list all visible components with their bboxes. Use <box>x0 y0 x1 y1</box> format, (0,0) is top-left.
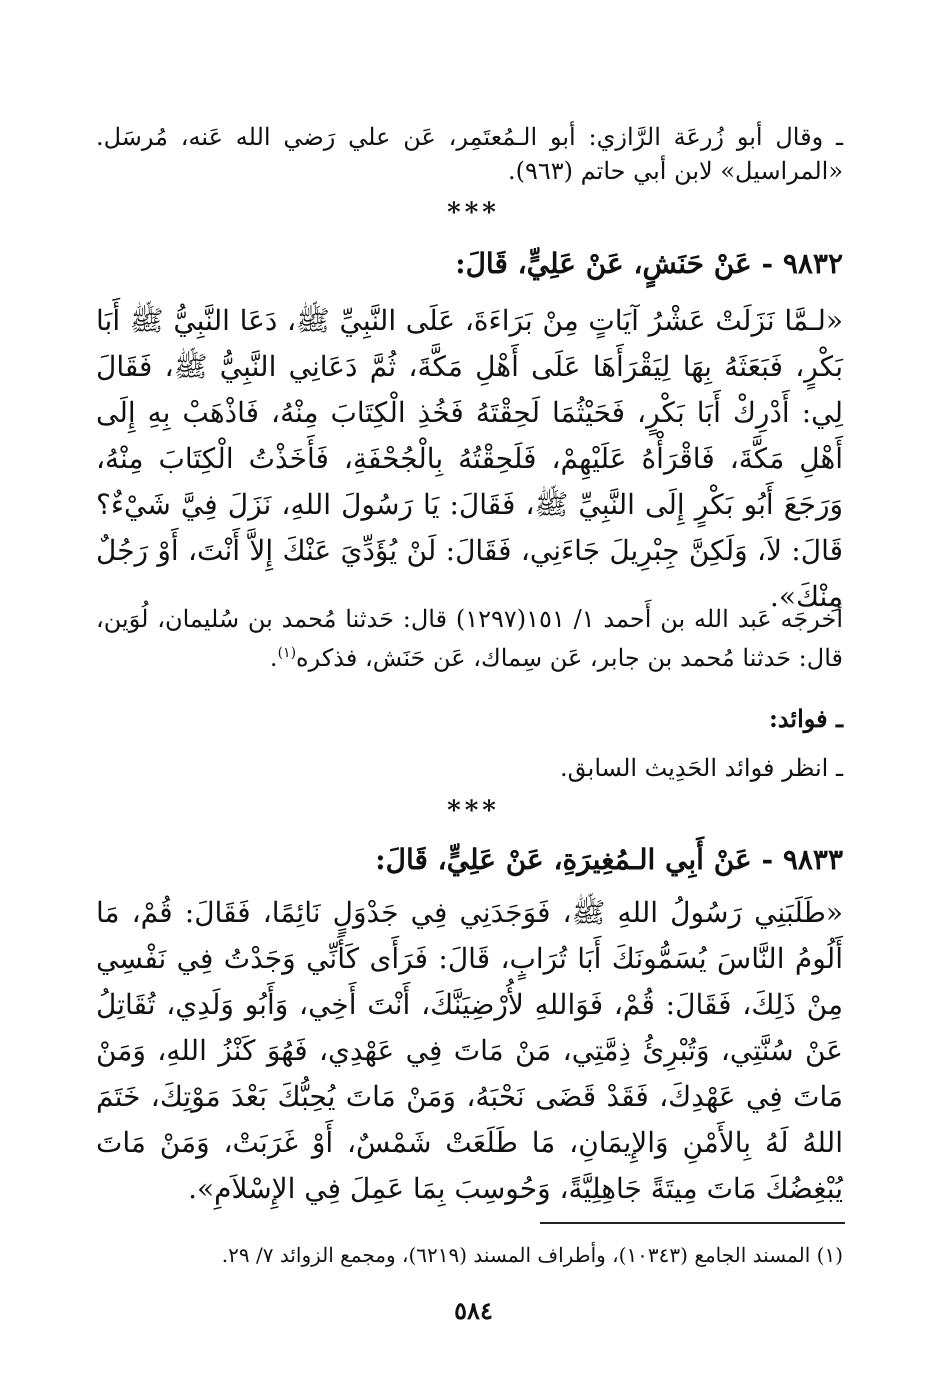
hadith-heading: ٩٨٣٢ - عَنْ حَنَشٍ، عَنْ عَلِيٍّ، قَالَ: <box>455 247 843 280</box>
page-number: ٥٨٤ <box>454 1296 493 1325</box>
separator-stars: *** <box>447 198 500 228</box>
hadith-text: «لـمَّا نَزَلَتْ عَشْرُ آيَاتٍ مِنْ بَرَاءَةَ، عَلَى النَّبِيِّ ﷺ، دَعَا النَّبِيُّ ﷺ أَبَا بَكْرٍ، فَبَعَثَهُ بِهَا لِيَقْرَأَهَا عَلَى أَهْلِ مَكَّةَ، ثُمَّ دَعَانِي النَّبِيُّ ﷺ، فَقَالَ لِي: أَدْرِكْ أَبَا بَكْرٍ، فَحَيْثُمَا لَحِقْتَهُ فَخُذِ الْكِتَابَ مِنْهُ، فَاذْهَبْ بِهِ إِلَى أَهْلِ مَكَّةَ، فَاقْرَأْهُ عَلَيْهِمْ، فَلَحِقْتُهُ بِالْجُحْفَةِ، فَأَخَذْتُ الْكِتَابَ مِنْهُ، وَرَجَعَ أَبُو بَكْرٍ إِلَى النَّبِيِّ ﷺ، فَقَالَ: يَا رَسُولَ اللهِ، نَزَلَ فِيَّ شَيْءٌ؟ قَالَ: لاَ، وَلَكِنَّ جِبْرِيلَ جَاءَنِي، فَقَالَ: لَنْ يُؤَدِّيَ عَنْكَ إِلاَّ أَنْتَ، أَوْ رَجُلٌ مِنْكَ». <box>96 304 843 613</box>
hadith-text: «طَلَبَنِي رَسُولُ اللهِ ﷺ، فَوَجَدَنِي فِي جَدْوَلٍ نَائِمًا، فَقَالَ: قُمْ، مَا أَلُومُ النَّاسَ يُسَمُّونَكَ أَبَا تُرَابٍ، قَالَ: فَرَأَى كَأَنِّي وَجَدْتُ فِي نَفْسِي مِنْ ذَلِكَ، فَقَالَ: قُمْ، فَوَاللهِ لأُرْضِيَنَّكَ، أَنْتَ أَخِي، وَأَبُو وَلَدِي، تُقَاتِلُ عَنْ سُنَّتِي، وَتُبْرِئُ ذِمَّتِي، مَنْ مَاتَ فِي عَهْدِي، فَهُوَ كَنْزُ اللهِ، وَمَنْ مَاتَ فِي عَهْدِكَ، فَقَدْ قَضَى نَحْبَهُ، وَمَنْ مَاتَ يُحِبُّكَ بَعْدَ مَوْتِكَ، خَتَمَ اللهُ لَهُ بِالأَمْنِ وَالإِيمَانِ، مَا طَلَعَتْ شَمْسٌ، أَوْ غَرَبَتْ، وَمَنْ مَاتَ يُبْغِضُكَ مَاتَ مِيتَةً جَاهِلِيَّةً، وَحُوسِبَ بِمَا عَمِلَ فِي الإِسْلاَمِ». <box>96 896 843 1205</box>
takhrij-text: أخرجَه عَبد الله بن أَحمد ١/ ١٥١(١٢٩٧) قال: حَدثنا مُحمد بن سُليمان، لُوَين، قال: حَدثنا مُحمد بن جابر، عَن سِماك، عَن حَنَش، فذكره <box>96 605 843 672</box>
footnote-ref: (١) <box>277 645 297 661</box>
fawaid-label: ـ فوائد: <box>768 704 843 733</box>
fawaid-section <box>96 704 843 785</box>
intro-paragraph <box>96 120 843 188</box>
footnote-rule <box>540 1222 845 1224</box>
fawaid-text: ـ انظر فوائد الحَدِيث السابق. <box>560 754 843 782</box>
footnote: (١) المسند الجامع (١٠٣٤٣)، وأطراف المسند (٦٢١٩)، ومجمع الزوائد ٧/ ٢٩. <box>221 1243 843 1267</box>
separator-stars: *** <box>447 796 500 826</box>
takhrij-paragraph: أخرجَه عَبد الله بن أَحمد ١/ ١٥١(١٢٩٧) قال: حَدثنا مُحمد بن سُليمان، لُوَين، قال: حَدثنا مُحمد بن جابر، عَن سِماك، عَن حَنَش، فذكره$^{(١)}$. <box>96 605 843 672</box>
hadith-9833 <box>96 840 843 1212</box>
hadith-9832 <box>96 244 843 620</box>
intro-text: ـ وقال أبو زُرعَة الرَّازي: أبو الـمُعتَمِر، عَن علي رَضي الله عَنه، مُرسَل. «المراسيل» لابن أبي حاتم (٩٦٣). <box>96 123 843 185</box>
hadith-heading: ٩٨٣٣ - عَنْ أَبِي الـمُغِيرَةِ، عَنْ عَلِيٍّ، قَالَ: <box>375 843 843 876</box>
